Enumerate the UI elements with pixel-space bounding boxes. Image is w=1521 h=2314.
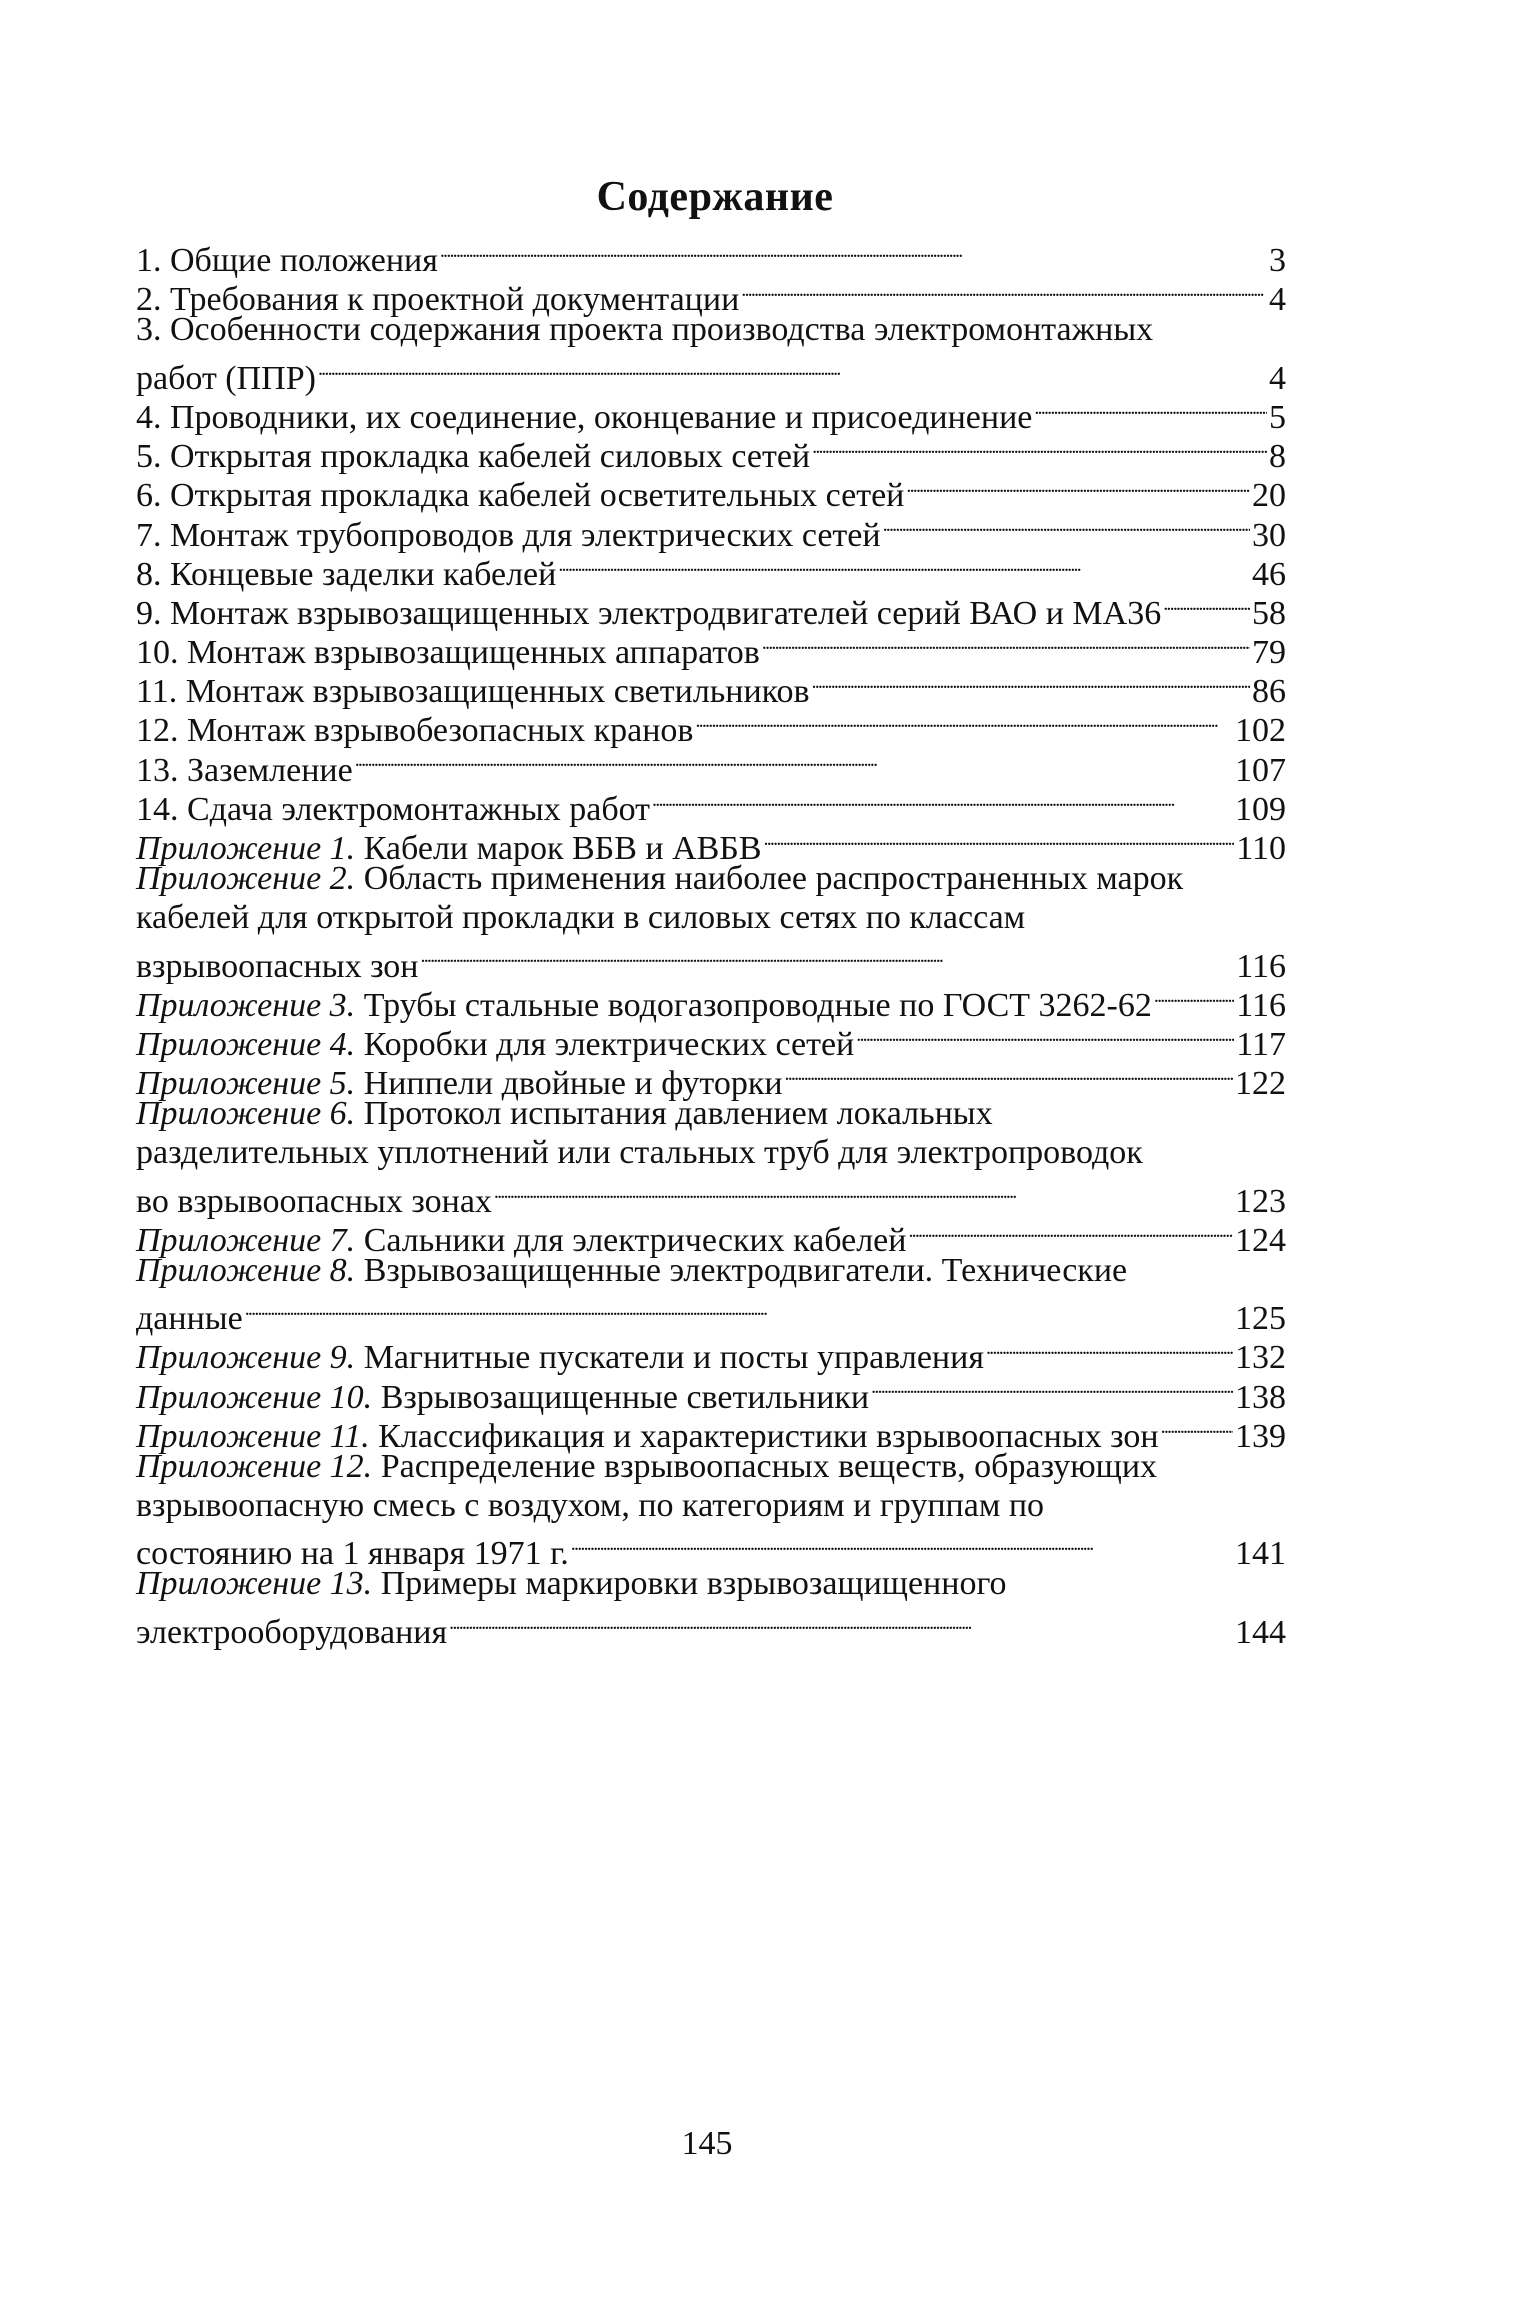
- toc-entry-title: 7. Монтаж трубопроводов для электрических сетей: [136, 516, 881, 554]
- toc-page-number: 124: [1235, 1221, 1286, 1259]
- toc-page-number: 102: [1235, 712, 1286, 750]
- dot-leader: [494, 1173, 1233, 1212]
- toc-page-number: 123: [1235, 1182, 1286, 1220]
- toc-page-number: 116: [1236, 986, 1286, 1024]
- toc-entry-text: [136, 898, 1025, 937]
- toc-page-number: 4: [1269, 359, 1286, 397]
- toc-page-number: 122: [1235, 1065, 1286, 1103]
- toc-line: [136, 1251, 1286, 1290]
- appendix-label: Приложение 6.: [136, 1095, 356, 1133]
- toc-line: [136, 898, 1286, 937]
- toc-entry: [136, 310, 1286, 397]
- toc-entry-title: 13. Заземление: [136, 751, 353, 789]
- toc-entry-title: 10. Монтаж взрывозащищенных аппаратов: [136, 634, 760, 672]
- toc-entry-text: [136, 1613, 447, 1652]
- toc-page-number: 86: [1252, 673, 1286, 711]
- toc-page-number: 30: [1252, 516, 1286, 554]
- toc-page-number: 116: [1236, 947, 1286, 985]
- appendix-label: Приложение 8.: [136, 1251, 356, 1289]
- toc-page-number: 3: [1269, 242, 1286, 280]
- dot-leader: [871, 1368, 1233, 1407]
- toc-line: [136, 937, 1286, 985]
- toc-entry-title: Примеры маркировки взрывозащищенного: [372, 1565, 1007, 1603]
- toc-line: [136, 1173, 1286, 1220]
- toc-line: [136, 1604, 1286, 1651]
- dot-leader: [785, 1055, 1233, 1094]
- dot-leader: [856, 1016, 1234, 1055]
- toc-line: [136, 350, 1286, 397]
- toc-page-number: 46: [1252, 555, 1286, 593]
- dot-leader: [812, 428, 1267, 467]
- toc-entry-text: [136, 1025, 854, 1064]
- toc-entry-title: 4. Проводники, их соединение, оконцевание и присоединение: [136, 398, 1033, 436]
- toc-entry-title: во взрывоопасных зонах: [136, 1182, 492, 1220]
- dot-leader: [355, 741, 1233, 780]
- toc-line: [136, 1329, 1286, 1377]
- toc-page-number: 109: [1235, 790, 1286, 828]
- toc-entry-title: Распределение взрывоопасных веществ, образующих: [372, 1447, 1158, 1485]
- toc-entry-title: состоянию на 1 января 1971 г.: [136, 1535, 569, 1573]
- toc-line: [136, 859, 1286, 898]
- dot-leader: [318, 350, 1267, 389]
- toc-page-number: 8: [1269, 438, 1286, 476]
- toc-entry-title: Область применения наиболее распространенных марок: [355, 860, 1184, 897]
- dot-leader: [764, 820, 1235, 859]
- toc-entry-title: 3. Особенности содержания проекта производства электромонтажных: [136, 311, 1154, 349]
- toc-entry-title: 5. Открытая прокладка кабелей силовых сетей: [136, 438, 811, 476]
- toc-entry-text: [136, 790, 650, 829]
- dot-leader: [1154, 977, 1234, 1016]
- toc-entry-text: [136, 1133, 1143, 1172]
- toc-line: [136, 310, 1286, 349]
- dot-leader: [812, 663, 1250, 702]
- toc-page-number: 107: [1235, 751, 1286, 789]
- toc-entry-text: [136, 437, 810, 476]
- toc-line: [136, 1133, 1286, 1172]
- appendix-label: Приложение 5.: [136, 1065, 356, 1103]
- appendix-label: Приложение 1.: [136, 830, 356, 867]
- toc-page-number: 5: [1269, 398, 1286, 436]
- dot-leader: [571, 1525, 1233, 1564]
- toc-entry-title: Классификация и характеристики взрывоопасных зон: [369, 1417, 1159, 1455]
- toc-entry: [136, 1564, 1286, 1651]
- toc-entry-text: [136, 1447, 1157, 1486]
- dot-leader: [908, 1212, 1233, 1251]
- toc-entry-title: 12. Монтаж взрывобезопасных кранов: [136, 712, 694, 750]
- toc-entry-title: работ (ППР): [136, 359, 316, 397]
- toc-entry-title: 1. Общие положения: [136, 242, 438, 280]
- page-number: 145: [681, 2125, 733, 2162]
- appendix-label: Приложение 7.: [136, 1221, 356, 1259]
- dot-leader: [762, 624, 1250, 663]
- toc-entry-text: [136, 1182, 492, 1221]
- appendix-label: Приложение 9.: [136, 1339, 356, 1377]
- page-title: Содержание: [596, 174, 834, 220]
- dot-leader: [695, 702, 1233, 741]
- toc-entry-text: [136, 1299, 243, 1338]
- dot-leader: [1034, 389, 1267, 428]
- appendix-label: Приложение 3.: [136, 986, 356, 1024]
- toc-entry-title: разделительных уплотнений или стальных труб для электропроводок: [136, 1134, 1143, 1172]
- toc-entry: [136, 1329, 1286, 1377]
- dot-leader: [449, 1604, 1233, 1643]
- toc-entry-title: взрывоопасную смесь с воздухом, по категориям и группам по: [136, 1487, 1045, 1524]
- toc-entry-title: 14. Сдача электромонтажных работ: [136, 790, 651, 828]
- toc-entry-text: [136, 1564, 1007, 1603]
- toc-page-number: 20: [1252, 477, 1286, 515]
- toc-page-number: 141: [1235, 1535, 1286, 1573]
- toc-entry-text: [136, 555, 556, 594]
- table-of-contents: [136, 232, 1286, 1651]
- toc-entry: [136, 1094, 1286, 1220]
- toc-entry: [136, 1251, 1286, 1338]
- dot-leader: [558, 546, 1250, 585]
- toc-entry-title: Кабели марок ВБВ и АВБВ: [355, 830, 762, 867]
- toc-entry-text: [136, 1486, 1044, 1525]
- toc-entry-title: 11. Монтаж взрывозащищенных светильников: [136, 673, 810, 711]
- toc-entry: [136, 232, 1286, 280]
- toc-line: [136, 1447, 1286, 1486]
- toc-entry-title: Коробки для электрических сетей: [355, 1025, 855, 1063]
- toc-entry: [136, 1447, 1286, 1573]
- toc-line: [136, 1094, 1286, 1133]
- toc-entry: [136, 859, 1286, 985]
- toc-entry-text: [136, 947, 419, 986]
- toc-entry-text: [136, 1251, 1127, 1290]
- dot-leader: [421, 937, 1235, 976]
- toc-page-number: 125: [1235, 1300, 1286, 1338]
- dot-leader: [440, 232, 1267, 271]
- toc-entry-title: Ниппели двойные и футорки: [355, 1065, 783, 1103]
- dot-leader: [906, 467, 1250, 506]
- toc-entry-text: [136, 241, 438, 280]
- toc-entry-text: [136, 1378, 869, 1417]
- toc-entry-title: 2. Требования к проектной документации: [136, 281, 740, 319]
- toc-entry-title: 9. Монтаж взрывозащищенных электродвигателей серий ВАО и МА36: [136, 594, 1162, 632]
- toc-entry-text: [136, 476, 904, 515]
- toc-entry-title: Трубы стальные водогазопроводные по ГОСТ 3262-62: [355, 986, 1152, 1024]
- toc-entry-title: 6. Открытая прокладка кабелей осветительных сетей: [136, 477, 905, 515]
- dot-leader: [883, 506, 1250, 545]
- dot-leader: [652, 781, 1233, 820]
- toc-entry-title: кабелей для открытой прокладки в силовых сетях по классам: [136, 899, 1026, 937]
- appendix-label: Приложение 4.: [136, 1025, 356, 1063]
- dot-leader: [245, 1290, 1233, 1329]
- toc-entry-text: [136, 310, 1153, 349]
- toc-entry-title: Взрывозащищенные светильники: [372, 1378, 870, 1416]
- appendix-label: Приложение 11.: [136, 1417, 370, 1455]
- toc-page-number: 144: [1235, 1613, 1286, 1651]
- toc-line: [136, 1486, 1286, 1525]
- toc-page-number: 138: [1235, 1378, 1286, 1416]
- appendix-label: Приложение 12.: [136, 1447, 373, 1485]
- dot-leader: [1163, 585, 1250, 624]
- appendix-label: Приложение 10.: [136, 1378, 373, 1416]
- toc-page-number: 132: [1235, 1339, 1286, 1377]
- toc-entry-title: взрывоопасных зон: [136, 947, 419, 985]
- toc-entry-title: 8. Концевые заделки кабелей: [136, 555, 557, 593]
- toc-line: [136, 1290, 1286, 1338]
- toc-page-number: 110: [1236, 830, 1286, 867]
- toc-page-number: 117: [1236, 1025, 1286, 1063]
- toc-entry-text: [136, 1094, 993, 1133]
- dot-leader: [986, 1329, 1233, 1368]
- toc-entry-text: [136, 633, 760, 672]
- appendix-label: Приложение 2.: [136, 860, 356, 897]
- toc-entry-title: Взрывозащищенные электродвигатели. Технические: [355, 1251, 1128, 1289]
- toc-entry-title: электрооборудования: [136, 1613, 448, 1651]
- toc-entry-text: [136, 751, 353, 790]
- toc-page-number: 58: [1252, 594, 1286, 632]
- toc-entry-title: данные: [136, 1300, 243, 1338]
- toc-line: [136, 232, 1286, 280]
- dot-leader: [741, 271, 1267, 310]
- toc-entry-title: Сальники для электрических кабелей: [355, 1221, 907, 1259]
- toc-line: [136, 1525, 1286, 1573]
- appendix-label: Приложение 13.: [136, 1565, 373, 1603]
- toc-entry-title: Протокол испытания давлением локальных: [355, 1095, 993, 1133]
- dot-leader: [1161, 1408, 1233, 1447]
- toc-entry-text: [136, 859, 1183, 898]
- toc-entry-text: [136, 1338, 984, 1377]
- toc-line: [136, 1564, 1286, 1603]
- toc-page-number: 79: [1252, 634, 1286, 672]
- toc-page-number: 139: [1235, 1417, 1286, 1455]
- toc-entry-text: [136, 359, 316, 398]
- toc-page-number: 4: [1269, 281, 1286, 319]
- toc-entry-title: Магнитные пускатели и посты управления: [355, 1339, 984, 1377]
